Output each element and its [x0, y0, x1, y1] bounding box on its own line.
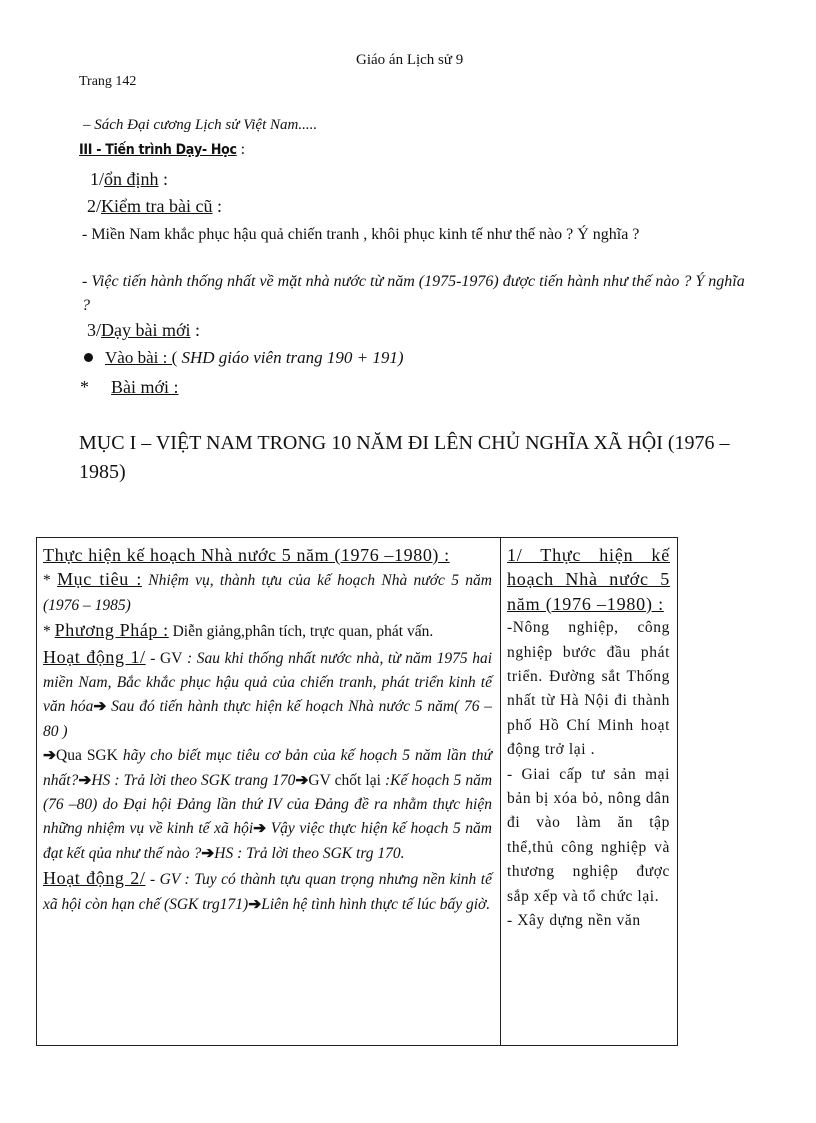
review-question-1: - Miền Nam khắc phục hậu quả chiến tranh , khôi phục kinh tế như thế nào ? Ý nghĩa ?: [82, 226, 640, 243]
right-heading: 1/ Thực hiện kế hoạch Nhà nước 5 năm (1976 –1980) :: [507, 545, 670, 614]
content-column: [507, 543, 670, 934]
goal-line: [43, 567, 492, 618]
activity-1-gv-chot: GV chốt lại: [308, 771, 381, 789]
method-line: [43, 618, 492, 644]
section-heading-3: [79, 141, 245, 159]
activity-1-label: Hoạt động 1/: [43, 646, 146, 667]
arrow-icon: ➔: [93, 698, 107, 716]
content-item-2: - Giai cấp tư sản mại bản bị xóa bỏ, nông dân đi vào làm ăn tập thể,thủ công nghiệp và thương nghiệp được sắp xếp và tổ chức lại.: [507, 765, 670, 905]
page-number: Trang 142: [79, 74, 137, 89]
activities-column: [43, 543, 492, 917]
activity-1-text-6: HS : Trả lời theo SGK trg 170.: [214, 844, 405, 862]
reference-line: – Sách Đại cương Lịch sử Việt Nam.....: [83, 117, 318, 133]
activity-1-hs: HS : Trả lời theo SGK trang 170: [91, 771, 296, 789]
activity-2-text: - GV : Tuy có thành tựu quan trọng nhưng nền kinh tế xã hội còn hạn chế (SGK trg171): [43, 871, 492, 913]
activity-1-text: : Sau khi thống nhất nước nhà, từ năm 1975 hai miền Nam, Bắc khắc phục hậu quả của chiến tranh, phát triển kinh tế văn hóa: [43, 649, 492, 716]
activity-1-gv: - GV: [145, 649, 183, 667]
activity-1-qua: Qua SGK: [56, 747, 118, 765]
step-3-number: 3/: [87, 320, 102, 340]
method-label: Phương Pháp :: [54, 620, 169, 641]
method-prefix: *: [43, 623, 55, 641]
step-2-heading: [87, 196, 222, 217]
step-3-suffix: :: [190, 320, 201, 340]
step-1-number: 1/: [90, 169, 105, 189]
intro-line: [84, 348, 404, 368]
arrow-icon: ➔: [43, 747, 56, 765]
section-heading-label: III - Tiến trình Dạy- Học: [79, 142, 237, 158]
left-heading: Thực hiện kế hoạch Nhà nước 5 năm (1976 –1980) :: [43, 545, 450, 565]
column-divider: [500, 538, 501, 1045]
intro-label: Vào bài : (: [105, 348, 178, 367]
new-lesson-label: Bài mới :: [111, 377, 179, 397]
intro-text: SHD giáo viên trang 190 + 191): [177, 348, 404, 367]
goal-prefix: *: [43, 572, 58, 590]
bullet-icon: [84, 353, 93, 362]
activity-1: [43, 645, 492, 867]
new-lesson-line: [80, 377, 179, 398]
asterisk-icon: *: [80, 377, 89, 397]
arrow-icon: ➔: [78, 771, 92, 789]
step-2-label: Kiểm tra bài cũ: [101, 196, 213, 216]
step-1-suffix: :: [158, 169, 169, 189]
content-item-1: -Nông nghiệp, công nghiệp bước đầu phát triển. Đường sắt Thống nhất từ Hà Nội đi thành phố Hồ Chí Minh hoạt động trở lại .: [507, 619, 670, 759]
document-header-title: Giáo án Lịch sử 9: [356, 52, 464, 68]
review-question-2: - Việc tiến hành thống nhất về mặt nhà nước từ năm (1975-1976) được tiến hành như thế nào ? Ý nghĩa ?: [82, 273, 745, 314]
step-2-number: 2/: [87, 196, 102, 216]
step-1-label: ổn định: [104, 169, 159, 189]
arrow-icon: ➔: [295, 771, 309, 789]
step-1-heading: [90, 169, 168, 190]
activity-1-text-4: :Kế hoạch 5 năm (76 –80) do Đại hội Đảng lần thứ IV của Đảng đề ra nhằm thực hiện những nhiệm vụ về kinh tế xã hội: [43, 771, 493, 838]
activity-2-text-2: Liên hệ tình hình thực tế lúc bấy giờ.: [261, 895, 491, 913]
arrow-icon: ➔: [201, 844, 215, 862]
arrow-icon: ➔: [248, 895, 262, 913]
activity-2-label: Hoạt động 2/: [43, 868, 146, 889]
section-title: MỤC I – VIỆT NAM TRONG 10 NĂM ĐI LÊN CHỦ NGHĨA XÃ HỘI (1976 –1985): [79, 432, 730, 483]
section-heading-suffix: :: [236, 141, 246, 158]
content-item-3: - Xây dựng nền văn: [507, 912, 641, 930]
activity-1-text-3: hãy cho biết mục tiêu cơ bản của kế hoạch 5 năm lần thứ nhất?: [43, 747, 492, 789]
activity-1-text-5: Vậy việc thực hiện kế hoạch 5 năm đạt kết qủa như thế nào ?: [43, 820, 493, 862]
step-3-heading: [87, 320, 200, 341]
lesson-table: [36, 537, 678, 1046]
step-2-suffix: :: [212, 196, 222, 216]
activity-2: [43, 866, 492, 917]
activity-1-text-2: Sau đó tiến hành thực hiện kế hoạch Nhà nước 5 năm( 76 –80 ): [43, 698, 492, 740]
arrow-icon: ➔: [253, 820, 267, 838]
goal-text: Nhiệm vụ, thành tựu của kế hoạch Nhà nước 5 năm (1976 – 1985): [43, 572, 492, 614]
goal-label: Mục tiêu :: [57, 569, 142, 590]
step-3-label: Dạy bài mới: [101, 320, 191, 340]
method-text: Diễn giảng,phân tích, trực quan, phát vấn.: [168, 623, 434, 641]
